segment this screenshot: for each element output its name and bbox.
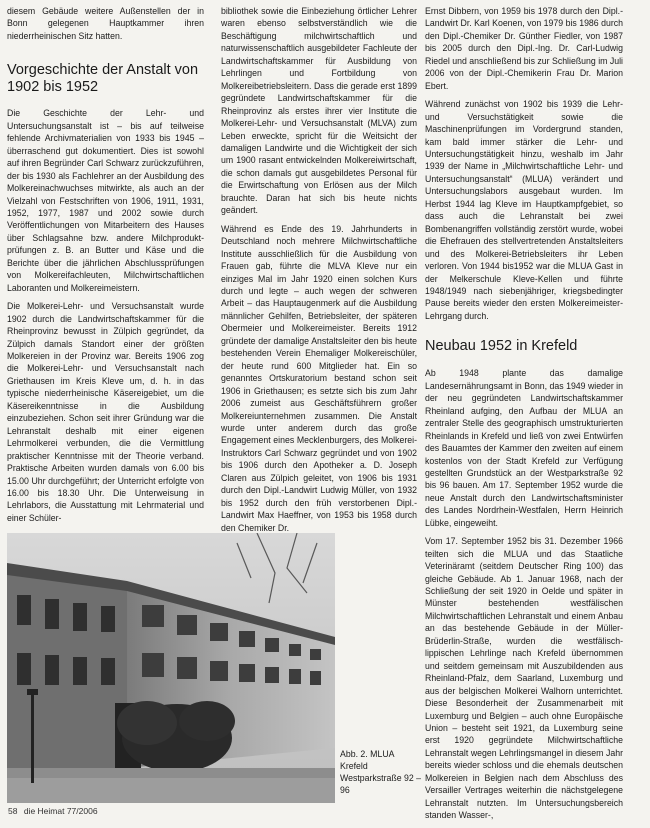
- neubau-paragraph-2: Vom 17. September 1952 bis 31. Dezember 1966 teilten sich die MLUA und das Staatliche Veterinäramt (seitdem Deutscher Ring 100) das gleiche Gebäude. Ab 1. Januar 1968, nach der Schließung der seit 1920 in Oelde und später in Münster bestehenden westfälischen Milchwirtschaftlichen Lehranstalt und einem Anbau an das bestehende Gebäude in der Müller-Brüderlin-Straße, wurden die westfälisch-lippischen Lehrlinge nach Krefeld übernommen und seitdem gemeinsam mit Auszubildenden aus Rheinland-Pfalz, dem Saarland, Luxemburg und aus der belgischen Molkerei Walhorn unterrichtet. Diese Besonderheit der Zusammenarbeit mit Luxemburg und Belgien – auch ohne Europäische Union – besteht seit 1921, da Luxemburg seine erst 1920 gegründete Milchwirtschaftliche Lehranstalt wegen Lehrlingsmangel in diesem Jahr bereits wieder schloss und die ehemals deutschen Molkereien in Belgien nach dem Abschluss des Versailler Vertrages weiterhin die nächstgelegene Lehranstalt nutzten. Im Untersuchungsbereich standen Wasser-,: [425, 536, 623, 821]
- history-paragraph-5: Ernst Dibbern, von 1959 bis 1978 durch den Dipl.-Landwirt Dr. Karl Koenen, von 1979 bis 1986 durch den Dipl.-Chemiker Dr. Günther Fiedler, von 1987 bis 2005 durch den Dipl.-Ing. Dr. Carl-Ludwig Riedel und anschließend bis zur Schließung im Juli 2006 von der Dipl.-Chemikerin Frau Dr. Marion Ebert.: [425, 6, 623, 91]
- intro-paragraph: diesem Gebäude weitere Außenstellen der in Bonn gelegenen Hauptkammer ihren niederrheinischen Sitz hatten.: [7, 6, 204, 41]
- page-footer: [8, 806, 98, 816]
- page-number: 58: [8, 806, 18, 816]
- column-2: [221, 5, 417, 540]
- column-1: [7, 5, 204, 530]
- neubau-paragraph-1: Ab 1948 plante das damalige Landesernährungsamt in Bonn, das 1949 wieder in der neu gegründeten Landwirtschaftskammer Rheinland aufging, den Aufbau der MLUA an zentraler Stelle des geographisch umstrukturierten Rheinlands in Krefeld und ließ von zwei Entwürfen des Bauamtes der Kammer den zweiten auf einem kostenlos von der Stadt Krefeld zur Verfügung gestellten Grundstück an der Westparkstraße 92 bis 96 bauen. Am 17. September 1952 wurde die neue Anstalt durch den Landwirtschaftsminister des Landes Nordrhein-Westfalen, Herrn Heinrich Lübke, eingeweiht.: [425, 368, 623, 528]
- building-photo: [7, 533, 335, 803]
- history-paragraph-1: Die Geschichte der Lehr- und Untersuchungsanstalt ist – bis auf teilweise fehlende Archivmaterialien von 1933 bis 1945 – überraschend gut dokumentiert. Dies ist sowohl auf ihren Begründer Carl Schwarz zurückzuführen, der bis 1930 als Fachlehrer an der Ausbildung des Molkereinachwuchses mitwirkte, als auch an der Vielzahl von Festschriften von 1906, 1911, 1931, 1952, 1977, 1987 und 2002 sowie durch Veröffentlichungen von Mitarbeitern des Hauses über Schlagsahne bzw. andere Milchproduktprüfungen z. B. an Butter und Käse und die Berichte über die jährlichen Abschlussprüfungen von Molkereifachleuten, Milchwirtschaftlichen Laboranten und Molkereimeistern.: [7, 108, 204, 293]
- figure-caption: Abb. 2. MLUA Krefeld Westparkstraße 92 – 96: [340, 749, 422, 795]
- history-paragraph-3: bibliothek sowie die Einbeziehung örtlicher Lehrer waren ebenso selbstverständlich wie die Beschäftigung milchwirtschaftlich und naturwissenschaftlich ausgebildeter Fachleute der Landwirtschaftskammer für Ausbildung von Lehrlingen und Fortbildung von Molkereibetriebsleitern. Dass die gerade erst 1899 gegründete Landwirtschaftskammer für die Rheinprovinz als erstes ihrer vier Institute die Molkerei-Lehr- und Versuchsanstalt (MLVA) zum Leben erweckte, spricht für die Weitsicht der damaligen Landwirte und die Wichtigkeit der sich um 1900 rasant entwickelnden Molkereiwirtschaft, die schon damals gut ausgebildetes Personal für die Erwirtschaftung von Erlösen aus der Milch brauchte. Daran hat sich bis heute nichts geändert.: [221, 6, 417, 216]
- building-illustration: [7, 533, 335, 803]
- history-paragraph-4: Während es Ende des 19. Jahrhunderts in Deutschland noch mehrere Milchwirtschaftliche Institute ausschließlich für die Ausbildung von Frauen gab, führte die MLVA Kleve nur ein einziges Mal im Jahr 1920 einen solchen Kurs durch und legte – auch wegen der schweren Arbeit – das Hauptaugenmerk auf die Ausbildung männlicher Gehilfen, Betriebsleiter, der späteren Obermeier und Molkereimeister. Bereits 1912 gründete der damalige Anstaltsleiter den bis heute bestehenden Verein Ehemaliger Molkereischüler, der heute rund 600 Mitglieder hat. Ein so genanntes Ortskuratorium bestand schon seit 1906 in Griethausen; es setzte sich bis zum Jahr 2006 zumeist aus Geschäftsführern großer Molkereiunternehmen zusammen. Die Anstalt wurde unter anderem durch das große Engagement eines Mecklenburgers, des Molkerei-Instruktors Carl Schwarz gegründet und von 1902 bis 1906 durch den Apotheker a. D. Joseph Claren aus Zülpich geleitet, von 1906 bis 1931 durch den Dipl.-Landwirt Ludwig Müller, von 1932 bis 1952 durch den früh verstorbenen Dipl.-Landwirt Max Haeffner, von 1953 bis 1958 durch den Chemiker Dr.: [221, 223, 417, 533]
- history-paragraph-6: Während zunächst von 1902 bis 1939 die Lehr- und Versuchstätigkeit sowie die Maschinenprüfungen im Vordergrund standen, kam bald immer stärker die Lehr- und Untersuchungstätigkeit hinzu, weshalb im Jahr 1939 der Name in „Milchwirtschaftliche Lehr- und Untersuchungsanstalt“ (MLUA) verändert und Untersuchungslabors ausgebaut wurden. Im Herbst 1944 lag Kleve im Hauptkampfgebiet, so dass auch die Lehranstalt bei zwei Bombenangriffen vollständig zerstört wurde, wobei die Ehefrauen des stellvertretenden Anstaltsleiters und des Molkerei-Betriebsleiters ihr Leben verloren. Von 1944 bis1952 war die MLUA Gast in der Melkerschule Kleve-Kellen und führte 1948/1949 nach siebenjähriger, kriegsbedingter Pause bereits wieder den ersten Molkereimeister-Lehrgang durch.: [425, 99, 623, 321]
- history-paragraph-2: Die Molkerei-Lehr- und Versuchsanstalt wurde 1902 durch die Landwirtschaftskammer für die Rheinprovinz bewusst in Zülpich gegründet, da Zülpich damals Standort einer der größten Molkereien in der Provinz war. Bereits 1906 zog die Molkerei-Lehr- und Versuchsanstalt nach Griethausen im Kreis Kleve um, d. h. in das typische niederrheinische Käsereigebiet, um die Käsereikenntnisse in die Ausbildung einzubeziehen. Schon seit ihrer Gründung war die Lehranstalt deshalb mit einer eigenen Lehrmolkerei verbunden, die die Vermittlung praktischer Kenntnisse mit der Theorie verband. Praktische Arbeiten wurden damals von 6.00 bis 15.00 Uhr durchgeführt; der Unterricht erfolgte von 16.00 bis 18.30 Uhr. Die Unterweisung in Lehrlabors, die Ausstattung mit Lehrmaterial und einer Schüler-: [7, 301, 204, 523]
- section-heading-history: Vorgeschichte der Anstalt von 1902 bis 1952: [7, 62, 199, 96]
- column-3: [425, 5, 623, 828]
- section-heading-neubau: Neubau 1952 in Krefeld: [425, 338, 578, 355]
- magazine-issue: die Heimat 77/2006: [23, 806, 98, 816]
